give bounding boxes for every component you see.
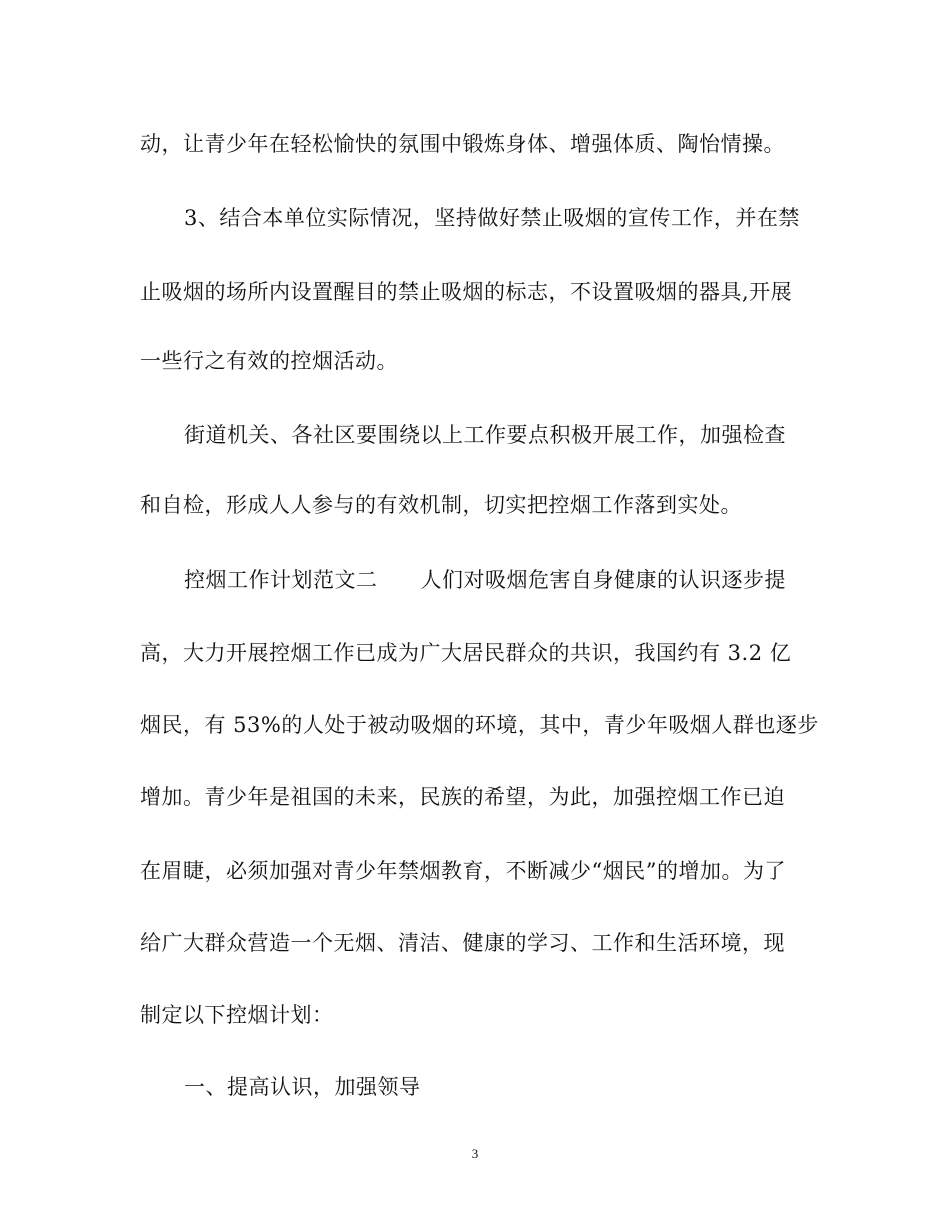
page-number: 3 [471,1146,479,1161]
paragraph-line: 高，大力开展控烟工作已成为广大居民群众的共识，我国约有 3.2 亿 [140,641,792,665]
paragraph-line: 街道机关、各社区要围绕以上工作要点积极开展工作，加强检查 [184,423,786,447]
paragraph-line: 动，让青少年在轻松愉快的氛围中锻炼身体、增强体质、陶怡情操。 [140,132,785,156]
paragraph-line: 在眉睫，必须加强对青少年禁烟教育，不断减少“烟民”的增加。为了 [140,859,786,883]
paragraph-line: 止吸烟的场所内设置醒目的禁止吸烟的标志，不设置吸烟的器具,开展 [140,280,793,304]
paragraph-line: 烟民，有 53%的人处于被动吸烟的环境，其中，青少年吸烟人群也逐步 [140,713,819,737]
paragraph-line: 给广大群众营造一个无烟、清洁、健康的学习、工作和生活环境，现 [140,931,785,955]
paragraph-line: 一些行之有效的控烟活动。 [140,349,398,373]
paragraph-line: 和自检，形成人人参与的有效机制，切实把控烟工作落到实处。 [140,493,742,517]
paragraph-line: 增加。青少年是祖国的未来，民族的希望，为此，加强控烟工作已迫 [140,785,785,809]
section-heading: 一、提高认识，加强领导 [184,1075,421,1099]
paragraph-line: 制定以下控烟计划： [140,1003,334,1027]
paragraph-line: 控烟工作计划范文二 人们对吸烟危害自身健康的认识逐步提 [184,568,786,592]
paragraph-line: 3、结合本单位实际情况，坚持做好禁止吸烟的宣传工作，并在禁 [184,206,800,230]
